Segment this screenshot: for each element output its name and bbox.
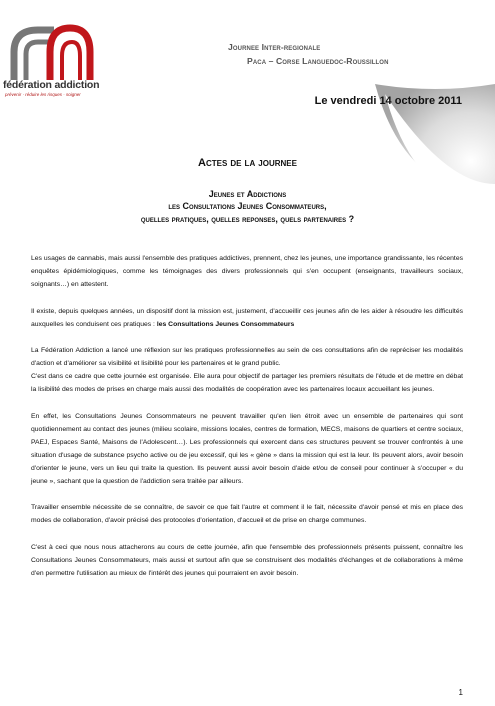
paragraph-2-bold: les Consultations Jeunes Consommateurs [156, 320, 295, 328]
subtitle-line-2: les Consultations Jeunes Consommateurs, [168, 201, 327, 211]
event-region: Paca – Corse Languedoc-Roussillon [247, 56, 389, 66]
document-title: Actes de la journee [198, 157, 297, 169]
paragraph-3b: C'est dans ce cadre que cette journée est organisée. Elle aura pour objectif de partager les premiers résultats de l'étude et de mettre en débat la lisibilité des modes de prises en charge mais aussi des modalités de coopération avec les partenaires locaux accueillant les jeunes. [31, 373, 463, 393]
paragraph-2 [31, 305, 463, 331]
event-title: Journee Inter-regionale [228, 42, 321, 52]
logo-mark-icon [4, 22, 96, 82]
paragraph-5: Travailler ensemble nécessite de se connaître, de savoir ce que fait l'autre et comment il le fait, nécessite d'avoir pensé et mis en place des modes de collaboration, d'avoir précisé des protocoles d'orientation, d'accueil et de prise en charge communes. [31, 504, 463, 524]
subtitle-line-3: quelles pratiques, quelles reponses, quels partenaires ? [140, 214, 355, 224]
logo-name: fédération addiction [3, 79, 100, 91]
page-number: 1 [458, 688, 463, 697]
paragraph-6: C'est à ceci que nous nous attacherons au cours de cette journée, afin que l'ensemble des professionnels présents puissent, connaître les Consultations Jeunes Consommateurs, mais aussi et surtout afin que se construisent des modalités d'échanges et de collaborations à même d'en permettre l'utilisation au mieux de l'intérêt des jeunes qui pourraient en avoir besoin. [31, 543, 463, 577]
logo-tagline: prévenir · réduire les risques · soigner [5, 92, 81, 97]
paragraph-2-text: Il existe, depuis quelques années, un dispositif dont la mission est, justement, d'accueillir ces jeunes afin de les aider à résoudre les difficultés auxquelles les conduisent ces pratiques : [31, 307, 463, 328]
paragraph-1: Les usages de cannabis, mais aussi l'ensemble des pratiques addictives, prennent, chez les jeunes, une importance grandissante, les récentes enquêtes épidémiologiques, comme les témoignages des divers professionnels qui s'en occupent (enseignants, travailleurs sociaux, soignants…) en attestent. [31, 255, 463, 288]
body-text [31, 252, 463, 593]
paragraph-3a: La Fédération Addiction a lancé une réflexion sur les pratiques professionnelles au sein de ces consultations afin de repréciser les modalités d'action et d'améliorer sa visibilité et lisibilité pour les partenaires et le grand public. [31, 347, 463, 367]
subtitle-line-1: Jeunes et Addictions [208, 189, 287, 199]
paragraph-4: En effet, les Consultations Jeunes Consommateurs ne peuvent travailler qu'en lien étroit avec un ensemble de partenaires qui sont quotidiennement au contact des jeunes (milieu scolaire, missions locales, centres de formation, MECS, maisons de quartiers et centre sociaux, PAEJ, Espaces Santé, Maisons de l'Adolescent…). Les professionnels qui exercent dans ces structures peuvent se trouver confrontés à une situation d'usage de substance psycho active ou de jeu excessif, qui les « gène » dans la mission qui est la leur. Ils peuvent alors, avoir besoin d'orienter le jeune, vers un lieu qui traite la question. Ils peuvent aussi avoir besoin d'aide et/ou de conseil pour continuer à s'occuper « du jeune », sachant que la question de l'addiction sera traitée par ailleurs. [31, 412, 463, 485]
event-date: Le vendredi 14 octobre 2011 [314, 95, 462, 107]
